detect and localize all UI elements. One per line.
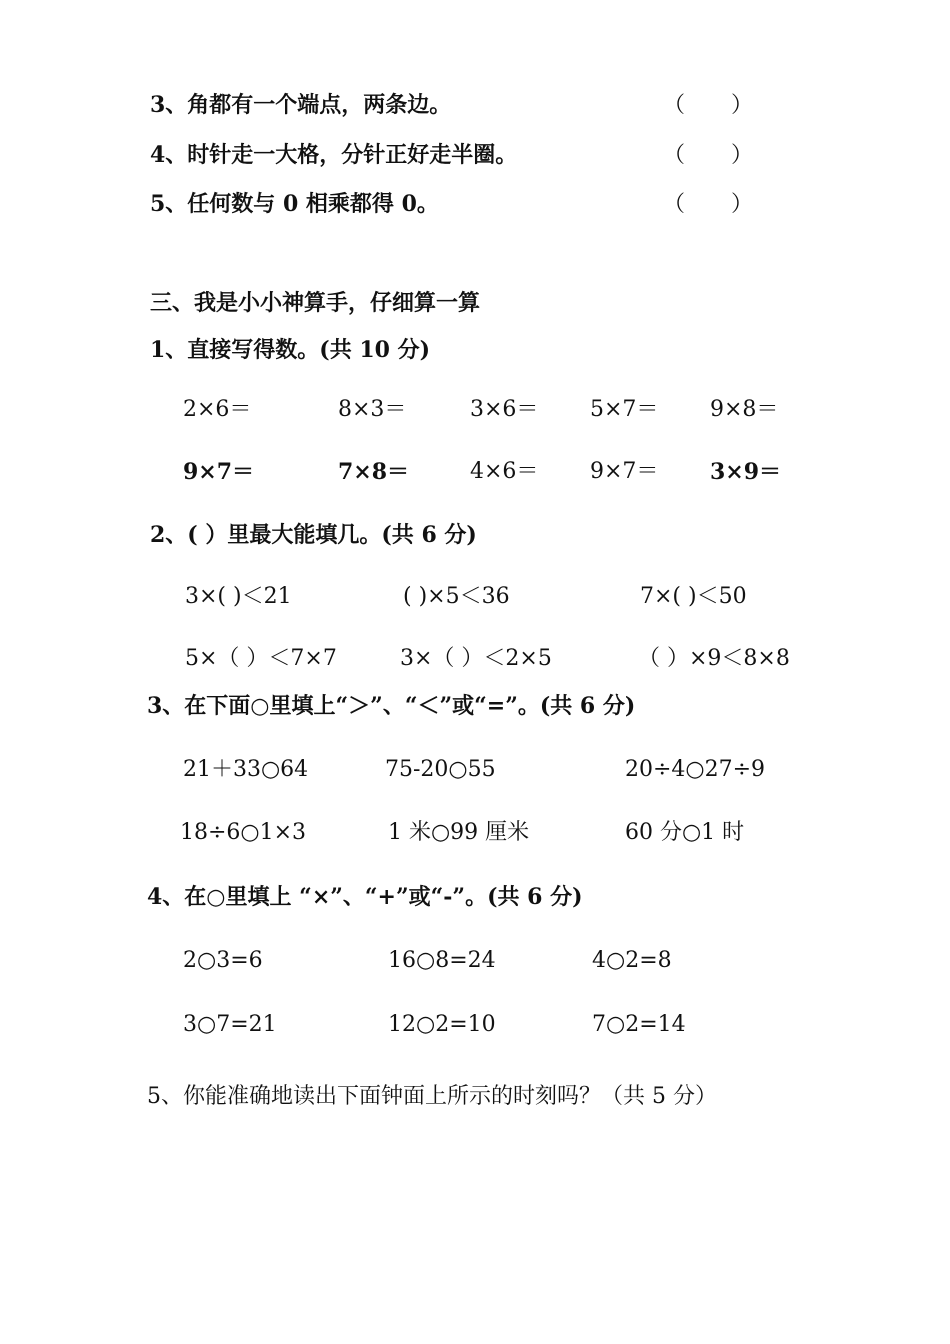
compare-item: 1 米○99 厘米 [388, 820, 530, 845]
compare-item: 20÷4○27÷9 [625, 757, 766, 782]
calc-item: 9×7＝ [590, 459, 659, 484]
tf-statement: 4、时针走一大格，分针正好走半圈。 [150, 142, 518, 168]
question-title: 3、在下面○里填上“＞”、“＜”或“=”。(共 6 分) [147, 693, 636, 719]
fill-item: （ ）×9＜8×8 [638, 646, 790, 671]
paren-open: （ [663, 93, 686, 118]
tf-statement: 5、任何数与 0 相乘都得 0。 [150, 191, 439, 217]
calc-item: 4×6＝ [470, 459, 539, 484]
compare-item: 60 分○1 时 [625, 820, 745, 845]
compare-item: 75-20○55 [385, 757, 496, 782]
calc-item: 8×3＝ [338, 397, 407, 422]
calc-item: 2×6＝ [183, 397, 252, 422]
calc-item: 9×8＝ [710, 397, 779, 422]
tf-statement: 3、角都有一个端点，两条边。 [150, 92, 452, 118]
operator-item: 3○7=21 [183, 1012, 277, 1037]
paren-open: （ [663, 192, 686, 217]
operator-item: 7○2=14 [592, 1012, 686, 1037]
question-title: 5、你能准确地读出下面钟面上所示的时刻吗？（共 5 分） [147, 1084, 717, 1109]
question-title: 1、直接写得数。(共 10 分) [150, 337, 431, 363]
fill-item: 3×( )＜21 [185, 584, 292, 609]
operator-item: 4○2=8 [592, 948, 672, 973]
fill-item: 5×（ ）＜7×7 [185, 646, 337, 671]
tf-item [150, 138, 753, 168]
fill-item: 3×（ ）＜2×5 [400, 646, 552, 671]
paren-close: ） [730, 93, 753, 118]
tf-item [150, 88, 753, 118]
operator-item: 16○8=24 [388, 948, 496, 973]
calc-item: 7×8＝ [338, 459, 410, 485]
question-title: 4、在○里填上 “×”、“+”或“-”。(共 6 分) [147, 884, 583, 910]
paren-open: （ [663, 143, 686, 168]
operator-item: 12○2=10 [388, 1012, 496, 1037]
paren-close: ） [730, 143, 753, 168]
fill-item: 7×( )＜50 [640, 584, 747, 609]
calc-item: 5×7＝ [590, 397, 659, 422]
calc-item: 9×7＝ [183, 459, 255, 485]
calc-item: 3×6＝ [470, 397, 539, 422]
question-title: 2、( ）里最大能填几。(共 6 分) [150, 522, 477, 548]
compare-item: 21＋33○64 [183, 757, 309, 782]
paren-close: ） [730, 192, 753, 217]
calc-item: 3×9＝ [710, 459, 782, 485]
compare-item: 18÷6○1×3 [180, 820, 307, 845]
operator-item: 2○3=6 [183, 948, 263, 973]
section-title: 三、我是小小神算手，仔细算一算 [150, 290, 481, 316]
tf-item [150, 187, 753, 217]
fill-item: ( )×5＜36 [403, 584, 510, 609]
